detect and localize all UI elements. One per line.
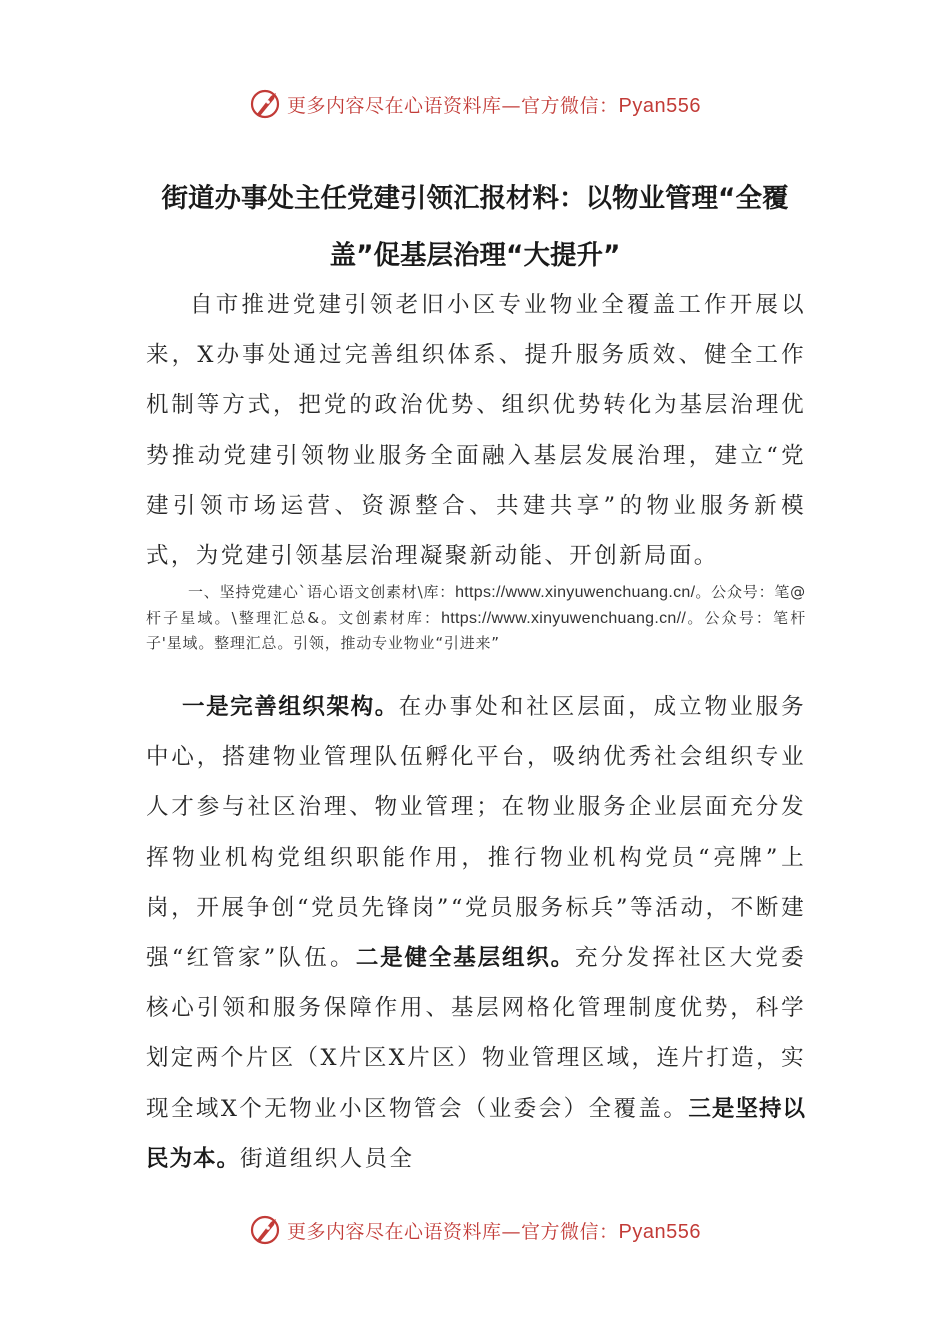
wechat-id: Pyan556 bbox=[618, 1220, 701, 1243]
header-watermark-banner bbox=[0, 84, 950, 124]
point-heading: 二是健全基层组织。 bbox=[355, 945, 576, 972]
section-heading: 一、坚持党建心`语心语文创素材\库：https://www.xinyuwenchuang.cn/。公众号：笔@杆子星域。\整理汇总&。文创素材库：https://www.xinyuwenchuang.cn//。公众号：笔杆子'星域。整理汇总。引领，推动专业物业“引进来” bbox=[146, 583, 806, 653]
footer-watermark-banner bbox=[0, 1210, 950, 1250]
document-title: 街道办事处主任党建引领汇报材料：以物业管理“全覆盖”促基层治理“大提升” bbox=[161, 183, 789, 271]
watermark-text: 更多内容尽在心语资料库—官方微信：Pyan556 bbox=[287, 94, 701, 117]
point-heading: 一是完善组织架构。 bbox=[182, 694, 399, 720]
watermark-text: 更多内容尽在心语资料库—官方微信：Pyan556 bbox=[287, 1220, 701, 1243]
pen-nib-circle-icon bbox=[249, 87, 283, 121]
promo-link[interactable]: https://www.xinyuwenchuang.cn/ bbox=[455, 584, 696, 601]
wechat-id: Pyan556 bbox=[618, 94, 701, 117]
promo-link[interactable]: https://www.xinyuwenchuang.cn// bbox=[441, 609, 687, 627]
point-heading: 三是坚持以民为本。 bbox=[146, 1095, 806, 1172]
pen-nib-circle-icon bbox=[249, 1213, 283, 1247]
intro-paragraph: 自市推进党建引领老旧小区专业物业全覆盖工作开展以来，X办事处通过完善组织体系、提升服务质效、健全工作机制等方式，把党的政治优势、组织优势转化为基层治理优势推动党建引领物业服务全面融入基层发展治理，建立“党建引领市场运营、资源整合、共建共享”的物业服务新模式，为党建引领基层治理凝聚新动能、开创新局面。 bbox=[146, 292, 806, 570]
body-paragraph: 一是完善组织架构。在办事处和社区层面，成立物业服务中心，搭建物业管理队伍孵化平台，吸纳优秀社会组织专业人才参与社区治理、物业管理；在物业服务企业层面充分发挥物业机构党组织职能作用，推行物业机构党员“亮牌”上岗，开展争创“党员先锋岗”“党员服务标兵”等活动，不断建强“红管家”队伍。二是健全基层组织。充分发挥社区大党委核心引领和服务保障作用、基层网格化管理制度优势，科学划定两个片区（X片区X片区）物业管理区域，连片打造，实现全域X个无物业小区物管会（业委会）全覆盖。三是坚持以民为本。街道组织人员全 bbox=[146, 694, 807, 1172]
